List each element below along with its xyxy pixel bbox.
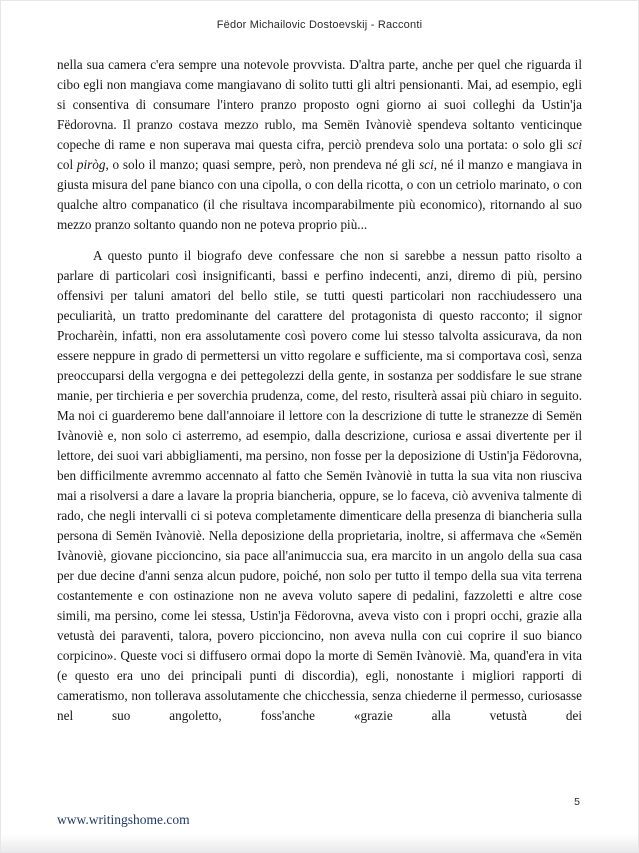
document-body	[57, 55, 582, 726]
running-header: Fëdor Michailovic Dostoevskij - Racconti	[216, 19, 423, 31]
page-bottom-edge	[0, 834, 639, 853]
website-link[interactable]: www.writingshome.com	[57, 812, 190, 827]
italic-text-run: sci	[567, 137, 582, 152]
text-run: col	[57, 157, 77, 172]
text-run: , né il manzo e mangiava in giusta misura del pane bianco con una cipolla, o con della ricotta, o con un cetriolo marinato, o con qualche altro companatico (il che risultava incomparabilmente più economico), ritornando al suo mezzo pranzo soltanto quando non ne poteva proprio più...	[57, 157, 582, 232]
body-paragraph	[57, 246, 582, 726]
page-number: 5	[574, 796, 580, 808]
italic-text-run: piròg	[76, 157, 106, 172]
text-run: nella sua camera c'era sempre una notevole provvista. D'altra parte, anche per quel che riguarda il cibo egli non mangiava come mangiavano di solito tutti gli altri pensionanti. Mai, ad esempio, egli si consentiva di consumare l'intero pranzo proposto ogni giorno ai suoi colleghi da Ustin'ja Fëdorovna. Il pranzo costava mezzo rublo, ma Semën Ivànoviè spendeva soltanto venticinque copeche di rame e non superava mai questa cifra, perciò prendeva solo una portata: o solo gli	[57, 57, 582, 152]
italic-text-run: sci	[419, 157, 434, 172]
text-run: A questo punto il biografo deve confessare che non si sarebbe a nessun patto risolto a parlare di particolari così insignificanti, bassi e perfino indecenti, anzi, diremo di più, persino offensivi per taluni amatori del bello stile, se tutti questi particolari non racchiudessero una peculiarità, un tratto predominante del carattere del protagonista di questo racconto; il signor Procharèin, infatti, non era assolutamente così povero come lui stesso talvolta assicurava, da non essere neppure in grado di permettersi un vitto regolare e sufficiente, ma si comportava così, senza preoccuparsi della vergogna e dei pettegolezzi della gente, in sostanza per soddisfare le sue strane manie, per tirchieria e per soverchia prudenza, come, del resto, risulterà assai più chiaro in seguito. Ma noi ci guarderemo bene dall'annoiare il lettore con la descrizione di tutte le stranezze di Semën Ivànoviè e, non solo ci asterremo, ad esempio, dalla descrizione, curiosa e assai divertente per il lettore, dei suoi vari abbigliamenti, ma persino, non fosse per la deposizione di Ustin'ja Fëdorovna, ben difficilmente avremmo accennato al fatto che Semën Ivànoviè in tutta la sua vita non riusciva mai a risolversi a dare a lavare la propria biancheria, oppure, se lo faceva, ciò avveniva talmente di rado, che negli intervalli ci si poteva completamente dimenticare della presenza di biancheria sulla persona di Semën Ivànoviè. Nella deposizione della proprietaria, inoltre, si affermava che «Semën Ivànoviè, giovane piccioncino, sia pace all'animuccia sua, era marcito in un angolo della sua casa per due decine d'anni senza alcun pudore, poiché, non solo per tutto il tempo della sua vita terrena costantemente e con ostinazione non ne aveva voluto sapere di pedalini, fazzoletti e altre cose simili, ma persino, come lei stessa, Ustin'ja Fëdorovna, aveva visto con i propri occhi, grazie alla vetustà dei paraventi, talora, povero piccioncino, non aveva nulla con cui coprire il suo bianco corpicino». Queste voci si diffusero ormai dopo la morte di Semën Ivànoviè. Ma, quand'era in vita (e questo era uno dei principali punti di discordia), egli, nonostante i migliori rapporti di cameratismo, non tollerava assolutamente che chicchessia, senza chiederne il permesso, curiosasse nel suo angoletto, foss'anche «grazie alla vetustà dei	[57, 248, 582, 723]
body-paragraph	[57, 55, 582, 235]
text-run: , o solo il manzo; quasi sempre, però, non prendeva né gli	[105, 157, 420, 172]
